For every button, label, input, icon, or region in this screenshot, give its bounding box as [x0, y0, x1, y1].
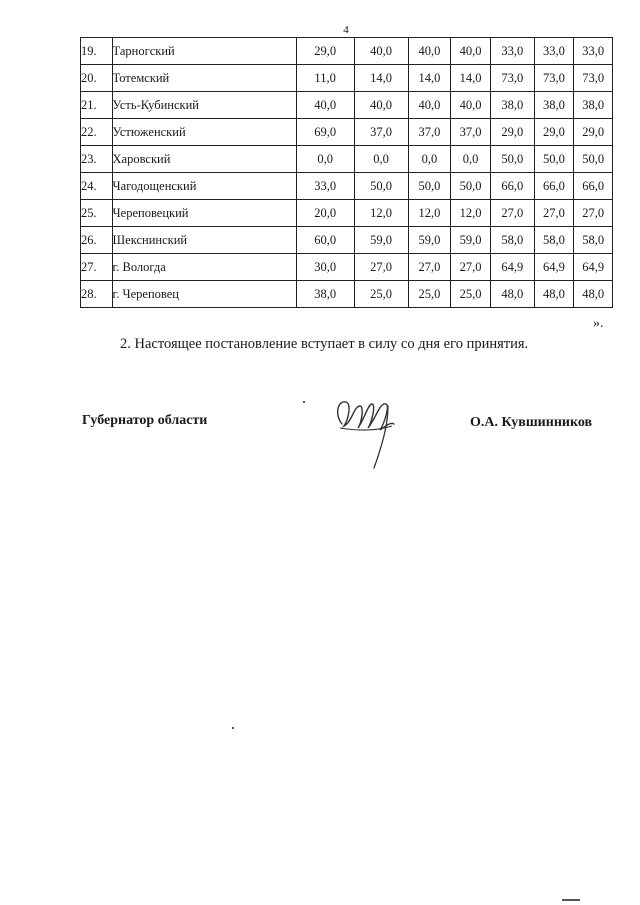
row-number: 24. — [81, 173, 113, 200]
value-cell: 38,0 — [490, 92, 534, 119]
district-name: Шекснинский — [112, 227, 296, 254]
row-number: 19. — [81, 38, 113, 65]
row-number: 20. — [81, 65, 113, 92]
value-cell: 66,0 — [574, 173, 613, 200]
value-cell: 59,0 — [354, 227, 408, 254]
value-cell: 64,9 — [534, 254, 574, 281]
value-cell: 69,0 — [296, 119, 354, 146]
value-cell: 0,0 — [408, 146, 451, 173]
value-cell: 50,0 — [534, 146, 574, 173]
value-cell: 30,0 — [296, 254, 354, 281]
value-cell: 11,0 — [296, 65, 354, 92]
value-cell: 29,0 — [296, 38, 354, 65]
value-cell: 25,0 — [451, 281, 491, 308]
scan-speck — [303, 401, 305, 403]
value-cell: 27,0 — [354, 254, 408, 281]
value-cell: 64,9 — [574, 254, 613, 281]
value-cell: 12,0 — [408, 200, 451, 227]
value-cell: 12,0 — [354, 200, 408, 227]
value-cell: 12,0 — [451, 200, 491, 227]
table-row — [81, 119, 613, 146]
district-name: Усть-Кубинский — [112, 92, 296, 119]
value-cell: 50,0 — [451, 173, 491, 200]
table-row — [81, 92, 613, 119]
value-cell: 59,0 — [451, 227, 491, 254]
signer-name: О.А. Кувшинников — [470, 415, 593, 430]
value-cell: 27,0 — [408, 254, 451, 281]
value-cell: 38,0 — [296, 281, 354, 308]
value-cell: 25,0 — [354, 281, 408, 308]
scan-speck — [232, 727, 234, 729]
signature-image — [332, 392, 402, 472]
signer-title: Губернатор области — [82, 413, 208, 428]
closing-quote: ». — [593, 316, 604, 331]
value-cell: 48,0 — [574, 281, 613, 308]
value-cell: 27,0 — [490, 200, 534, 227]
value-cell: 37,0 — [354, 119, 408, 146]
scan-speck — [562, 899, 580, 901]
row-number: 27. — [81, 254, 113, 281]
district-name: Харовский — [112, 146, 296, 173]
value-cell: 40,0 — [354, 92, 408, 119]
table-row — [81, 254, 613, 281]
value-cell: 33,0 — [534, 38, 574, 65]
value-cell: 40,0 — [451, 38, 491, 65]
value-cell: 40,0 — [451, 92, 491, 119]
value-cell: 59,0 — [408, 227, 451, 254]
value-cell: 20,0 — [296, 200, 354, 227]
value-cell: 48,0 — [534, 281, 574, 308]
value-cell: 25,0 — [408, 281, 451, 308]
value-cell: 38,0 — [574, 92, 613, 119]
value-cell: 37,0 — [451, 119, 491, 146]
value-cell: 33,0 — [574, 38, 613, 65]
district-name: Устюженский — [112, 119, 296, 146]
value-cell: 40,0 — [354, 38, 408, 65]
table-row — [81, 146, 613, 173]
district-name: Тарногский — [112, 38, 296, 65]
value-cell: 50,0 — [490, 146, 534, 173]
value-cell: 60,0 — [296, 227, 354, 254]
value-cell: 14,0 — [354, 65, 408, 92]
table-row — [81, 227, 613, 254]
value-cell: 58,0 — [534, 227, 574, 254]
value-cell: 29,0 — [574, 119, 613, 146]
row-number: 23. — [81, 146, 113, 173]
value-cell: 14,0 — [408, 65, 451, 92]
value-cell: 48,0 — [490, 281, 534, 308]
table-body — [81, 38, 613, 308]
district-name: Чагодощенский — [112, 173, 296, 200]
value-cell: 29,0 — [534, 119, 574, 146]
value-cell: 33,0 — [296, 173, 354, 200]
district-name: г. Череповец — [112, 281, 296, 308]
row-number: 25. — [81, 200, 113, 227]
value-cell: 27,0 — [451, 254, 491, 281]
table-row — [81, 200, 613, 227]
table-row — [81, 173, 613, 200]
value-cell: 73,0 — [534, 65, 574, 92]
table-row — [81, 65, 613, 92]
value-cell: 37,0 — [408, 119, 451, 146]
district-name: Тотемский — [112, 65, 296, 92]
value-cell: 40,0 — [296, 92, 354, 119]
value-cell: 73,0 — [490, 65, 534, 92]
value-cell: 14,0 — [451, 65, 491, 92]
table-row — [81, 38, 613, 65]
page-number: 4 — [343, 24, 349, 36]
value-cell: 58,0 — [490, 227, 534, 254]
value-cell: 58,0 — [574, 227, 613, 254]
value-cell: 40,0 — [408, 38, 451, 65]
value-cell: 38,0 — [534, 92, 574, 119]
district-name: Череповецкий — [112, 200, 296, 227]
value-cell: 33,0 — [490, 38, 534, 65]
value-cell: 50,0 — [354, 173, 408, 200]
value-cell: 27,0 — [574, 200, 613, 227]
value-cell: 0,0 — [451, 146, 491, 173]
resolution-paragraph: 2. Настоящее постановление вступает в силу со дня его принятия. — [120, 336, 529, 352]
district-name: г. Вологда — [112, 254, 296, 281]
value-cell: 66,0 — [490, 173, 534, 200]
value-cell: 66,0 — [534, 173, 574, 200]
value-cell: 73,0 — [574, 65, 613, 92]
district-values-table — [80, 37, 613, 308]
row-number: 28. — [81, 281, 113, 308]
table-row — [81, 281, 613, 308]
value-cell: 29,0 — [490, 119, 534, 146]
row-number: 21. — [81, 92, 113, 119]
row-number: 22. — [81, 119, 113, 146]
value-cell: 0,0 — [296, 146, 354, 173]
row-number: 26. — [81, 227, 113, 254]
value-cell: 0,0 — [354, 146, 408, 173]
value-cell: 64,9 — [490, 254, 534, 281]
value-cell: 50,0 — [408, 173, 451, 200]
value-cell: 40,0 — [408, 92, 451, 119]
value-cell: 50,0 — [574, 146, 613, 173]
value-cell: 27,0 — [534, 200, 574, 227]
